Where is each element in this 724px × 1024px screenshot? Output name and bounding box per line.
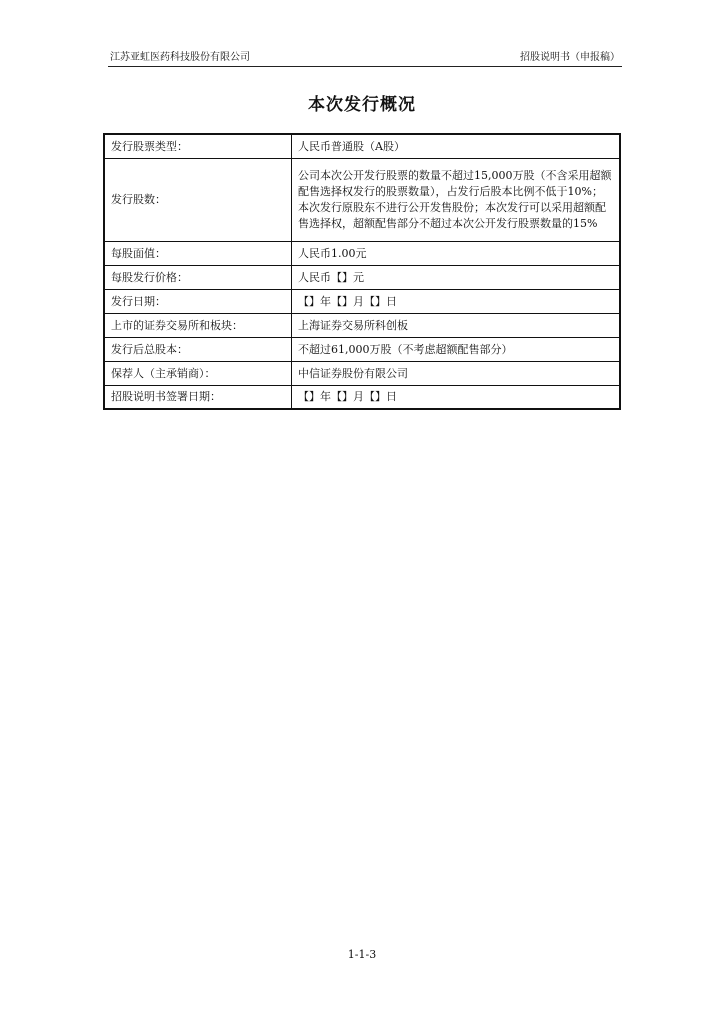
row-value: 上海证券交易所科创板	[292, 313, 621, 337]
table-row	[104, 289, 620, 313]
table-row	[104, 313, 620, 337]
row-value: 【】年【】月【】日	[292, 385, 621, 409]
row-label: 发行后总股本：	[104, 337, 292, 361]
table-row	[104, 158, 620, 241]
table-row	[104, 265, 620, 289]
table-row	[104, 337, 620, 361]
row-label: 每股发行价格：	[104, 265, 292, 289]
row-value: 人民币普通股（A股）	[292, 134, 621, 158]
row-label: 上市的证券交易所和板块：	[104, 313, 292, 337]
table-row	[104, 361, 620, 385]
table-row	[104, 241, 620, 265]
row-label: 发行日期：	[104, 289, 292, 313]
row-value: 不超过61,000万股（不考虑超额配售部分）	[292, 337, 621, 361]
row-value: 人民币【】元	[292, 265, 621, 289]
row-label: 发行股票类型：	[104, 134, 292, 158]
header-document-name: 招股说明书（申报稿）	[520, 52, 620, 63]
row-label: 招股说明书签署日期：	[104, 385, 292, 409]
page-title: 本次发行概况	[308, 95, 416, 115]
table-row	[104, 134, 620, 158]
row-value: 中信证券股份有限公司	[292, 361, 621, 385]
page-number: 1-1-3	[347, 948, 377, 961]
offering-overview-table	[103, 133, 621, 410]
table-row	[104, 385, 620, 409]
row-label: 发行股数：	[104, 158, 292, 241]
row-value: 公司本次公开发行股票的数量不超过15,000万股（不含采用超额配售选择权发行的股票数量），占发行后股本比例不低于10%；本次发行原股东不进行公开发售股份；本次发行可以采用超额配售选择权，超额配售部分不超过本次公开发行股票数量的15%	[292, 158, 621, 241]
header-company-name: 江苏亚虹医药科技股份有限公司	[110, 52, 250, 63]
row-label: 每股面值：	[104, 241, 292, 265]
page-header	[108, 51, 622, 67]
row-value: 人民币1.00元	[292, 241, 621, 265]
row-value: 【】年【】月【】日	[292, 289, 621, 313]
row-label: 保荐人（主承销商）：	[104, 361, 292, 385]
